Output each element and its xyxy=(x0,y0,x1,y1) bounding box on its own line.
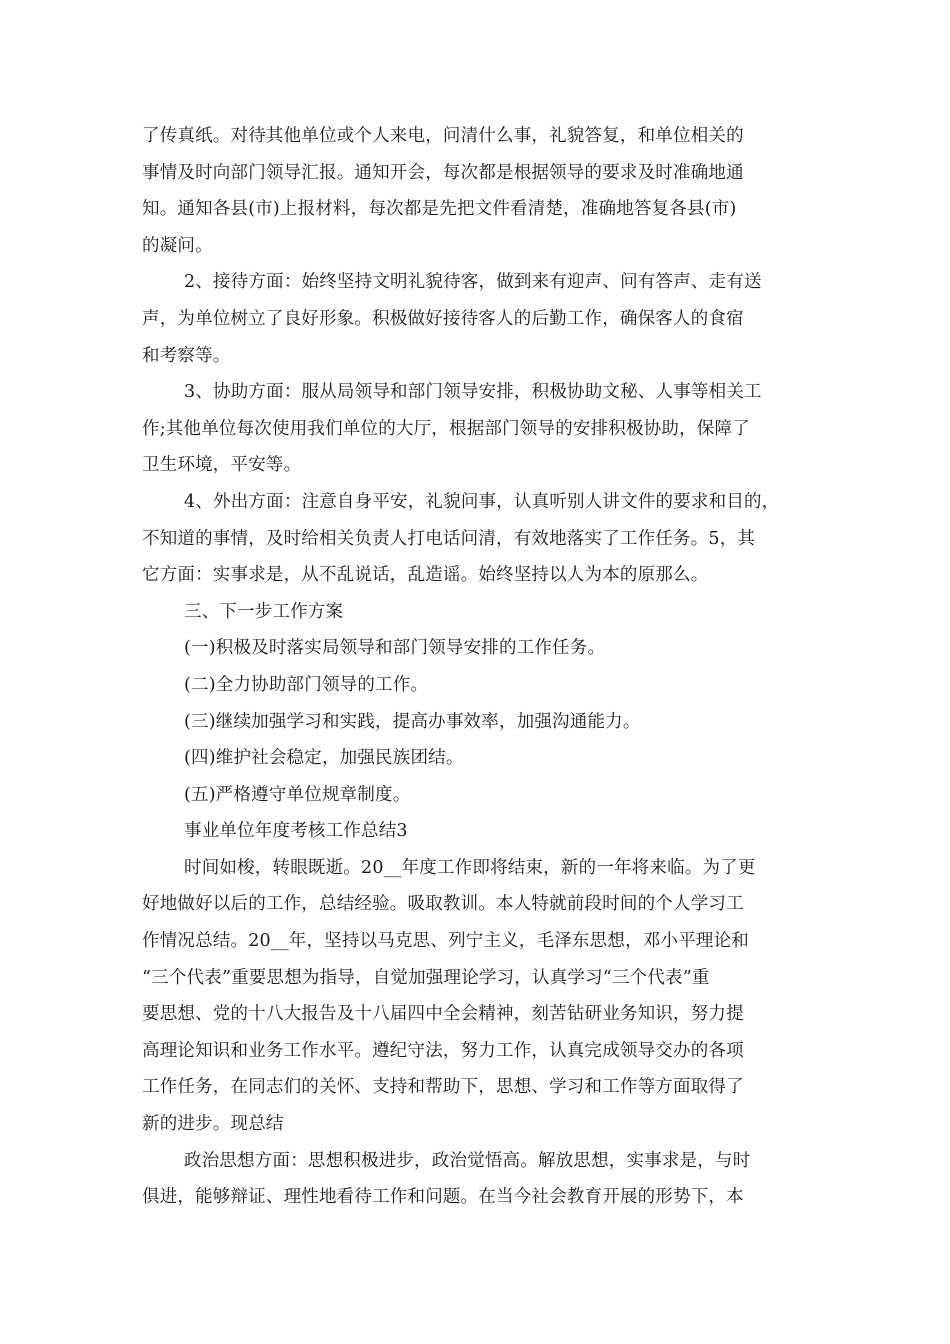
text-line: 新的进步。现总结 xyxy=(142,1114,284,1135)
text-line: 和考察等。 xyxy=(142,345,231,366)
text-line: 三、下一步工作方案 xyxy=(184,601,344,622)
text-line: 要思想、党的十八大报告及十八届四中全会精神，刻苦钻研业务知识，努力提 xyxy=(142,1004,744,1025)
text-line: 事业单位年度考核工作总结3 xyxy=(184,821,408,842)
text-line: (五)严格遵守单位规章制度。 xyxy=(184,784,411,805)
text-line: 2、接待方面：始终坚持文明礼貌待客，做到来有迎声、问有答声、走有送 xyxy=(184,272,762,293)
text-line: 俱进，能够辩证、理性地看待工作和问题。在当今社会教育开展的形势下，本 xyxy=(142,1187,744,1208)
text-line: 知。通知各县(市)上报材料，每次都是先把文件看清楚，准确地答复各县(市) xyxy=(142,199,737,220)
document-body xyxy=(142,118,822,1216)
text-line: 工作任务，在同志们的关怀、支持和帮助下，思想、学习和工作等方面取得了 xyxy=(142,1077,744,1098)
text-line: (一)积极及时落实局领导和部门领导安排的工作任务。 xyxy=(184,638,606,659)
text-line: 高理论知识和业务工作水平。遵纪守法，努力工作，认真完成领导交办的各项 xyxy=(142,1040,744,1061)
text-line: 作情况总结。20__年，坚持以马克思、列宁主义，毛泽东思想，邓小平理论和 xyxy=(142,931,749,952)
text-line: 事情及时向部门领导汇报。通知开会，每次都是根据领导的要求及时准确地通 xyxy=(142,162,744,183)
text-line: (三)继续加强学习和实践，提高办事效率，加强沟通能力。 xyxy=(184,711,641,732)
text-line: 声，为单位树立了良好形象。积极做好接待客人的后勤工作，确保客人的食宿 xyxy=(142,308,744,329)
text-line: 它方面：实事求是，从不乱说话，乱造谣。始终坚持以人为本的原那么。 xyxy=(142,565,709,586)
text-line: 不知道的事情，及时给相关负责人打电话问清，有效地落实了工作任务。5，其 xyxy=(142,528,756,549)
text-line: (四)维护社会稳定，加强民族团结。 xyxy=(184,748,464,769)
text-line: 卫生环境，平安等。 xyxy=(142,455,302,476)
text-line: (二)全力协助部门领导的工作。 xyxy=(184,674,429,695)
text-line: 好地做好以后的工作，总结经验。吸取教训。本人特就前段时间的个人学习工 xyxy=(142,894,744,915)
text-line: “三个代表”重要思想为指导，自觉加强理论学习，认真学习“三个代表”重 xyxy=(142,967,710,988)
text-line: 4、外出方面：注意自身平安，礼貌问事，认真听别人讲文件的要求和目的， xyxy=(184,491,780,512)
text-line: 3、协助方面：服从局领导和部门领导安排，积极协助文秘、人事等相关工 xyxy=(184,382,762,403)
text-line: 了传真纸。对待其他单位或个人来电，问清什么事，礼貌答复，和单位相关的 xyxy=(142,126,744,146)
text-line: 作;其他单位每次使用我们单位的大厅，根据部门领导的安排积极协助，保障了 xyxy=(142,418,750,439)
text-line: 政治思想方面：思想积极进步，政治觉悟高。解放思想，实事求是，与时 xyxy=(184,1150,751,1171)
text-line: 时间如梭，转眼既逝。20__年度工作即将结束，新的一年将来临。为了更 xyxy=(184,857,756,878)
text-line: 的凝问。 xyxy=(142,235,213,256)
